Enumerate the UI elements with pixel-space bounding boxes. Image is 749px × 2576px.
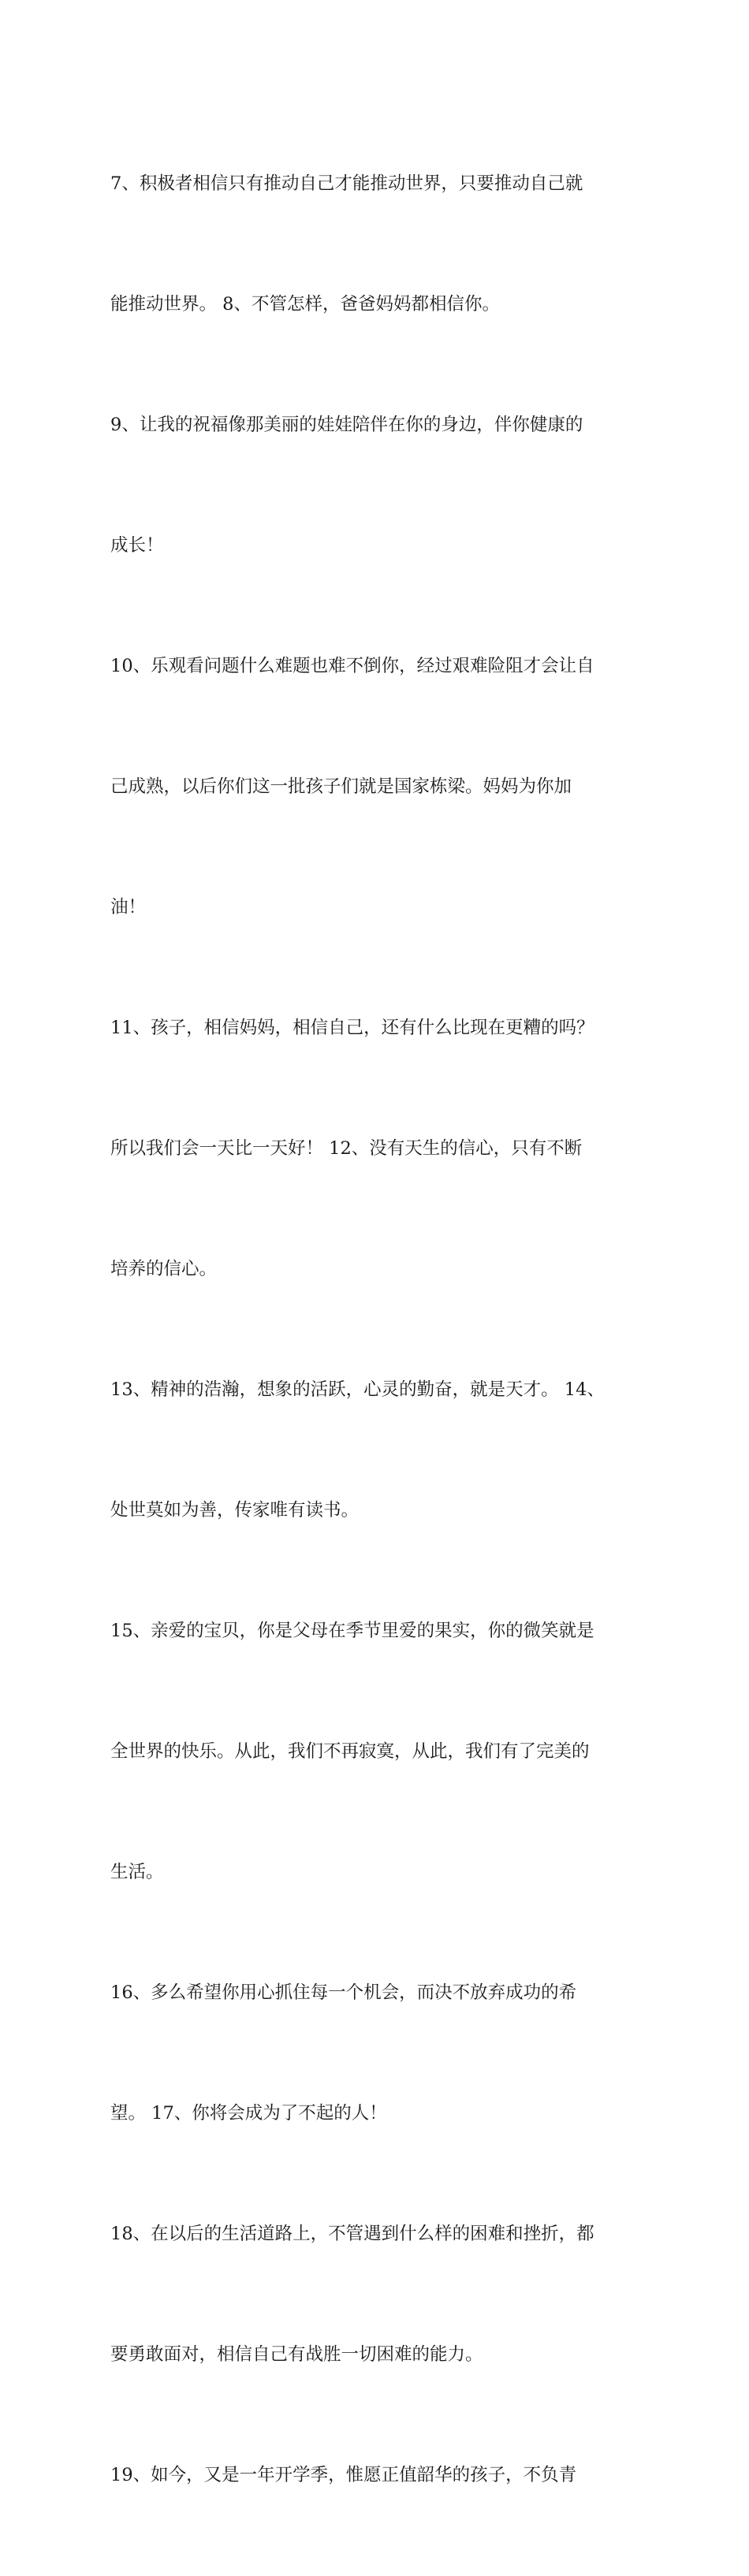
text-line: 己成熟，以后你们这一批孩子们就是国家栋梁。妈妈为你加: [110, 776, 572, 797]
text-line: 18、在以后的生活道路上，不管遇到什么样的困难和挫折，都: [110, 2224, 594, 2244]
text-line: 生活。: [110, 1862, 164, 1882]
text-line: 7、积极者相信只有推动自己才能推动世界，只要推动自己就: [110, 173, 583, 194]
text-line: 油！: [110, 897, 147, 918]
text-line: 13、精神的浩瀚，想象的活跃，心灵的勤奋，就是天才。 14、: [110, 1379, 605, 1400]
text-line: 能推动世界。 8、不管怎样，爸爸妈妈都相信你。: [110, 294, 500, 315]
text-line: 10、乐观看问题什么难题也难不倒你，经过艰难险阻才会让自: [110, 656, 594, 676]
text-line: 16、多么希望你用心抓住每一个机会，而决不放弃成功的希: [110, 1982, 577, 2003]
text-line: 培养的信心。: [110, 1259, 218, 1279]
text-line: 全世界的快乐。从此，我们不再寂寞，从此，我们有了完美的: [110, 1741, 590, 1762]
text-line: 15、亲爱的宝贝，你是父母在季节里爱的果实，你的微笑就是: [110, 1621, 594, 1641]
text-line: 9、让我的祝福像那美丽的娃娃陪伴在你的身边，伴你健康的: [110, 415, 583, 435]
text-line: 望。 17、你将会成为了不起的人！: [110, 2103, 387, 2124]
text-line: 所以我们会一天比一天好！ 12、没有天生的信心，只有不断: [110, 1138, 583, 1159]
text-line: 要勇敢面对，相信自己有战胜一切困难的能力。: [110, 2344, 483, 2365]
text-line: 成长！: [110, 535, 164, 556]
text-line: 处世莫如为善，传家唯有读书。: [110, 1500, 360, 1521]
document-text: [110, 84, 654, 2576]
document-body: [110, 84, 654, 2576]
text-line: 19、如今，又是一年开学季，惟愿正值韶华的孩子，不负青: [110, 2465, 577, 2485]
text-line: 11、孩子，相信妈妈，相信自己，还有什么比现在更糟的吗？: [110, 1018, 594, 1038]
